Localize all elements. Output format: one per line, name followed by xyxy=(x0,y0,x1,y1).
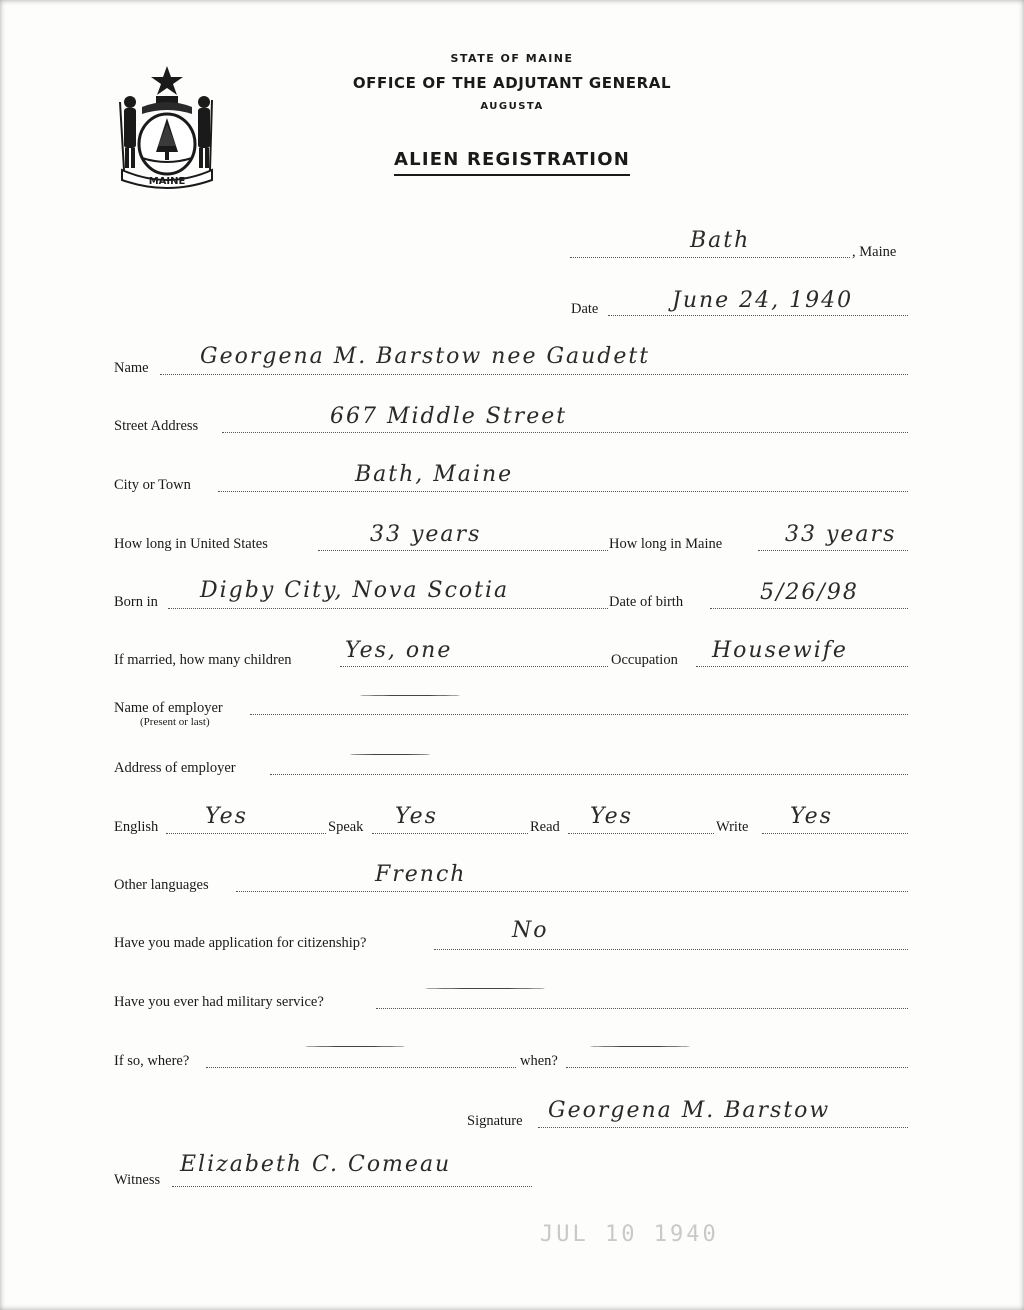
date-value: June 24, 1940 xyxy=(672,288,854,313)
when-label: when? xyxy=(520,1053,558,1069)
write-value: Yes xyxy=(790,804,833,829)
maine-line xyxy=(758,550,908,551)
military-line xyxy=(376,1008,908,1009)
read-value: Yes xyxy=(590,804,633,829)
born-line xyxy=(168,608,608,609)
english-label: English xyxy=(114,819,159,835)
place-line xyxy=(570,257,850,258)
us-value: 33 years xyxy=(370,522,482,547)
date-label: Date xyxy=(571,301,599,317)
english-value: Yes xyxy=(205,804,248,829)
name-label: Name xyxy=(114,360,149,376)
maine-value: 33 years xyxy=(785,522,897,547)
witness-value: Elizabeth C. Comeau xyxy=(180,1152,452,1177)
children-value: Yes, one xyxy=(345,638,453,663)
other-languages-label: Other languages xyxy=(114,877,209,893)
street-value: 667 Middle Street xyxy=(330,404,568,429)
seal-banner-text: MAINE xyxy=(148,176,186,187)
where-dash xyxy=(305,1046,405,1047)
form-title-text: ALIEN REGISTRATION xyxy=(394,149,630,176)
military-label: Have you ever had military service? xyxy=(114,994,324,1010)
speak-line xyxy=(372,833,528,834)
employer-label: Name of employer xyxy=(114,700,223,716)
write-label: Write xyxy=(716,819,749,835)
witness-label: Witness xyxy=(114,1172,161,1188)
signature-value: Georgena M. Barstow xyxy=(548,1098,831,1123)
occupation-value: Housewife xyxy=(712,638,848,663)
maine-label: How long in Maine xyxy=(609,536,723,552)
street-label: Street Address xyxy=(114,418,199,434)
employer-line xyxy=(250,714,908,715)
city-label: City or Town xyxy=(114,477,191,493)
english-line xyxy=(166,833,326,834)
employer-address-label: Address of employer xyxy=(114,760,236,776)
date-line xyxy=(608,315,908,316)
citizenship-line xyxy=(434,949,908,950)
dob-value: 5/26/98 xyxy=(760,580,859,605)
write-line xyxy=(762,833,908,834)
city-line xyxy=(218,491,908,492)
occupation-line xyxy=(696,666,908,667)
children-label: If married, how many children xyxy=(114,652,292,668)
date-stamp: JUL 10 1940 xyxy=(540,1222,719,1247)
employer-dash xyxy=(360,695,460,696)
dob-line xyxy=(710,608,908,609)
us-label: How long in United States xyxy=(114,536,268,552)
citizenship-label: Have you made application for citizenship? xyxy=(114,935,367,951)
signature-line xyxy=(538,1127,908,1128)
speak-label: Speak xyxy=(328,819,364,835)
children-line xyxy=(340,666,608,667)
read-label: Read xyxy=(530,819,560,835)
header-state: STATE OF MAINE xyxy=(450,52,574,65)
place-suffix: , Maine xyxy=(852,244,897,260)
read-line xyxy=(568,833,714,834)
header-city: AUGUSTA xyxy=(480,101,544,112)
employer-address-dash xyxy=(350,754,430,755)
name-line xyxy=(160,374,908,375)
street-line xyxy=(222,432,908,433)
military-dash xyxy=(425,988,545,989)
form-title xyxy=(0,149,1024,170)
name-value: Georgena M. Barstow nee Gaudett xyxy=(200,344,651,369)
citizenship-value: No xyxy=(512,918,549,943)
born-value: Digby City, Nova Scotia xyxy=(200,578,510,603)
born-label: Born in xyxy=(114,594,158,610)
header-office: OFFICE OF THE ADJUTANT GENERAL xyxy=(352,74,672,92)
signature-label: Signature xyxy=(467,1113,523,1129)
dob-label: Date of birth xyxy=(609,594,684,610)
where-label: If so, where? xyxy=(114,1053,190,1069)
when-line xyxy=(566,1067,908,1068)
when-dash xyxy=(590,1046,690,1047)
speak-value: Yes xyxy=(395,804,438,829)
occupation-label: Occupation xyxy=(611,652,678,668)
other-languages-value: French xyxy=(375,862,467,887)
place-value: Bath xyxy=(690,228,751,253)
city-value: Bath, Maine xyxy=(355,462,514,487)
where-line xyxy=(206,1067,516,1068)
us-line xyxy=(318,550,608,551)
witness-line xyxy=(172,1186,532,1187)
employer-sublabel: (Present or last) xyxy=(140,716,210,728)
employer-address-line xyxy=(270,774,908,775)
other-languages-line xyxy=(236,891,908,892)
